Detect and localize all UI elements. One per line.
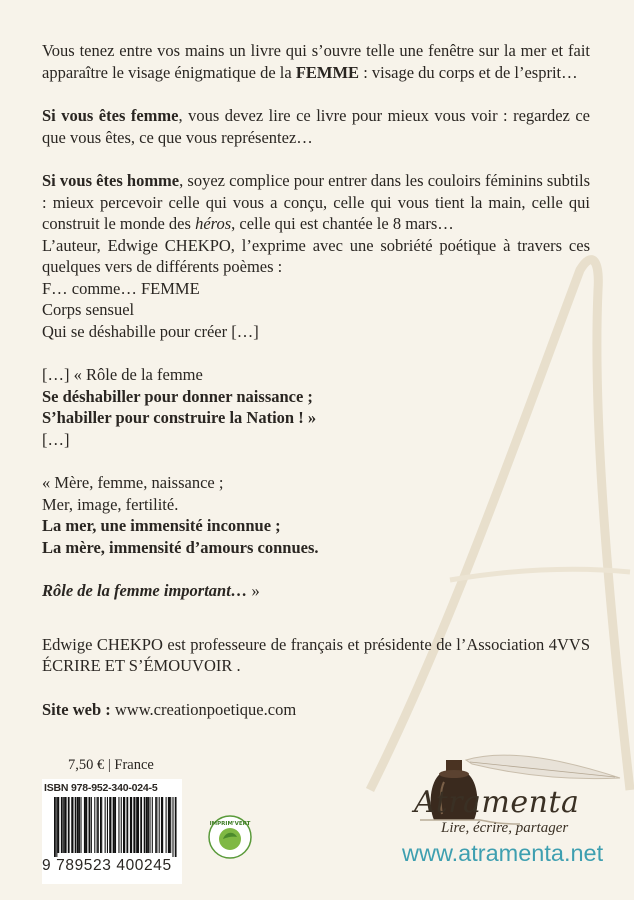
author-bio: Edwige CHEKPO est professeure de français et présidente de l’Association 4VVS ÉCRIRE ET S’ÉMOUVOIR .: [42, 634, 590, 675]
publisher-tagline: Lire, écrire, partager: [441, 820, 569, 836]
isbn-digits: 9 789523 400245: [42, 857, 172, 874]
femme-paragraph: Si vous êtes femme, vous devez lire ce livre pour mieux vous voir : regardez ce que vous êtes, ce que vous représentez…: [42, 106, 590, 147]
author-intro-paragraph: L’auteur, Edwige CHEKPO, l’exprime avec une sobriété poétique à travers ces quelques vers de différents poèmes :: [42, 235, 590, 276]
barcode-bar: [136, 797, 137, 853]
poem3-line: « Mère, femme, naissance ;: [42, 473, 224, 492]
barcode-bar: [72, 797, 73, 853]
barcode-bar: [159, 797, 160, 853]
poem1-line: F… comme… FEMME: [42, 278, 200, 298]
barcode-bar: [115, 797, 116, 853]
barcode-bar: [172, 797, 173, 857]
homme-paragraph: Si vous êtes homme, soyez complice pour entrer dans les couloirs féminins subtils : mieux percevoir celle qui vous a conçu, celle qui vous tient la main, celle qui construit le monde des héros, celle qui est chantée le 8 mars…: [42, 171, 590, 233]
barcode-bar: [54, 797, 56, 857]
barcode-bar: [149, 797, 150, 853]
barcode-bar: [118, 797, 119, 853]
poem2-line: […] « Rôle de la femme: [42, 365, 203, 384]
poem1-line: Corps sensuel: [42, 300, 135, 319]
barcode-bar: [68, 797, 70, 853]
publisher-name: Atramenta: [414, 785, 580, 820]
barcode-bar: [107, 797, 108, 853]
poem3-line: La mère, immensité d’amours connues.: [42, 537, 319, 557]
barcode-bar: [100, 797, 101, 853]
barcode-bar: [80, 797, 81, 853]
barcode-bar: [175, 797, 177, 857]
isbn-label: ISBN 978-952-340-024-5: [44, 782, 158, 794]
poem3-line: La mer, une immensité inconnue ;: [42, 516, 281, 535]
poem3-line: Rôle de la femme important… »: [42, 581, 260, 600]
barcode-bar: [126, 797, 128, 853]
barcode-bar: [86, 797, 87, 853]
barcode-bar: [75, 797, 77, 853]
barcode-bar: [94, 797, 95, 853]
price: 7,50 € | France: [68, 757, 154, 773]
barcode-bar: [97, 797, 98, 853]
barcode-bar: [57, 797, 59, 853]
svg-text:IMPRIM'VERT: IMPRIM'VERT: [209, 821, 251, 827]
barcode-bar: [89, 797, 91, 853]
barcode-bar: [146, 797, 147, 853]
poem1-line: Qui se déshabille pour créer […]: [42, 321, 259, 341]
barcode-bar: [162, 797, 163, 853]
intro-paragraph: Vous tenez entre vos mains un livre qui s’ouvre telle une fenêtre sur la mer et fait apparaître le visage énigmatique de la FEMME : visage du corps et de l’esprit…: [42, 41, 590, 82]
barcode-bar: [131, 797, 132, 853]
barcode-bar: [144, 797, 146, 853]
barcode-bar: [110, 797, 111, 853]
barcode-bar: [169, 797, 170, 853]
back-cover-text: [42, 40, 590, 720]
barcode-bar: [114, 797, 115, 853]
barcode-bar: [138, 797, 139, 853]
poem3-line: Mer, image, fertilité.: [42, 494, 179, 514]
barcode-bar: [84, 797, 85, 853]
barcode-bar: [152, 797, 153, 853]
barcode-bar: [156, 797, 157, 853]
imprim-vert-logo: [208, 815, 252, 859]
barcode-bar: [63, 797, 64, 853]
barcode-bar: [155, 797, 156, 853]
poem2-line: […]: [42, 429, 70, 449]
barcode-bar: [66, 797, 67, 853]
poem2-line: Se déshabiller pour donner naissance ;: [42, 386, 313, 406]
barcode-bar: [147, 797, 149, 853]
barcode-bar: [105, 797, 106, 853]
barcode-bar: [140, 797, 142, 853]
barcode-bar: [124, 797, 125, 853]
publisher-url[interactable]: www.atramenta.net: [402, 840, 604, 866]
barcode-bar: [56, 797, 57, 857]
barcode-bar: [61, 797, 63, 853]
barcode-bars: [44, 797, 180, 857]
barcode-bar: [166, 797, 167, 853]
website-link[interactable]: www.creationpoetique.com: [110, 699, 297, 719]
website-line: Site web : www.creationpoetique.com: [42, 699, 297, 719]
barcode-bar: [170, 797, 171, 853]
barcode-bar: [78, 797, 80, 853]
barcode-bar: [133, 797, 135, 853]
barcode-bar: [91, 797, 92, 853]
barcode-bar: [98, 797, 99, 853]
barcode-bar: [77, 797, 78, 853]
barcode-bar: [101, 797, 102, 853]
poem2-line: S’habiller pour construire la Nation ! »: [42, 408, 317, 427]
barcode-bar: [121, 797, 122, 853]
isbn-barcode: [42, 779, 182, 884]
